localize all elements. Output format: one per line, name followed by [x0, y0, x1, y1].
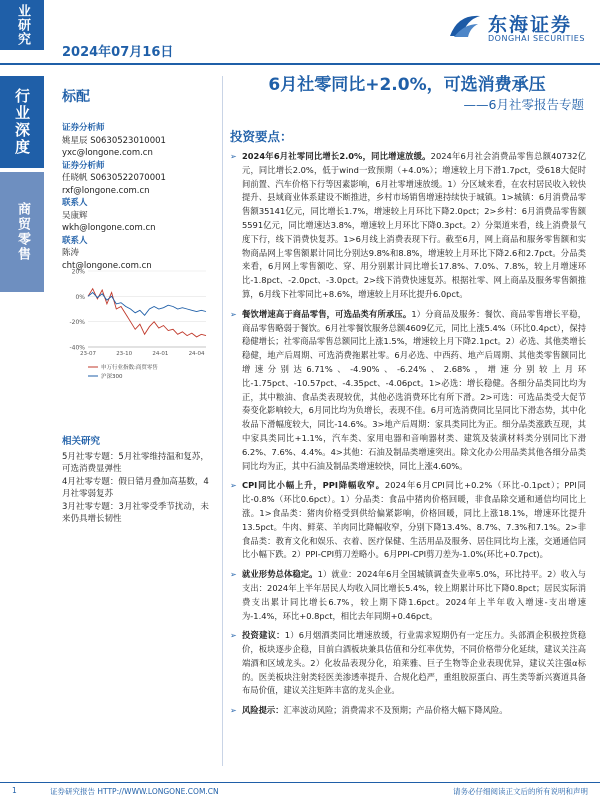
- analyst-role: 联系人: [62, 198, 88, 208]
- analyst-name: 姚星辰: [62, 135, 88, 146]
- industry-rating: 标配: [62, 89, 90, 105]
- section-tag: 业研究: [0, 0, 44, 50]
- company-logo: [448, 6, 596, 46]
- index-performance-chart: [62, 265, 212, 405]
- key-point-text: 1）分商品及服务：餐饮、商品零售增长平稳，商品零售略弱于餐饮。6月社零餐饮服务总额4609亿元，同比上涨5.4%（环比0.4pct），保持稳健增长；社零商品零售总额同比上涨1.5%，增速较上月下降2.1pct。2）必选、其他类增长稳健，地产后周期、可选消费拖累社零。6月必选、中西药、地产后周期、其他类零售额同比增速分别达6.71%、-4.90%、-6.24%、2.68%，增速分别较上月环比-1.75pct、-10.57pct、-4.35pct、-4.06pct。1>必选：增长稳健。各细分品类同比均为正，其中粮油、食品类表现较优，其他必选消费环比有所下滑。2>可选：可选品类受大促节奏变化影响较大，6月同比均为负增长，表现不佳。6月可选消费同比呈同比下滑态势，其中化妆品下滑幅度较大，同比-14.6%。3>地产后周期：家具类同比为正。细分品类涨跌互现，其中家具类同比+1.1%，汽车类、家用电器和音响器材类、建筑及装潢材料类分别同比下滑6.2%、7.6%、4.4%。4>其他：石油及制品类增速突出。除文化办公用品类其他各细分品类同比均为正，其中石油及制品类增速较快，同比上涨4.60%。: [242, 308, 586, 471]
- related-research-item[interactable]: 5月社零专题：5月社零维持温和复苏，可选消费显弹性: [62, 451, 209, 474]
- key-point-lead: 餐饮增速高于商品零售，可选品类有所承压。: [242, 308, 412, 319]
- series-line: [88, 293, 206, 316]
- footer-website[interactable]: 证券研究报告 HTTP://WWW.LONGONE.COM.CN: [50, 787, 219, 796]
- logo-mark-icon: [448, 10, 482, 40]
- key-point-lead: 2024年6月社零同比增长2.0%，同比增速放缓。: [242, 151, 431, 161]
- footer-divider: [0, 782, 600, 783]
- analyst-list: [62, 122, 212, 272]
- header-divider: [0, 63, 600, 65]
- analyst-role: 证券分析师: [62, 123, 105, 133]
- analyst-email[interactable]: rxf@longone.com.cn: [62, 185, 150, 196]
- analyst-role: 证券分析师: [62, 160, 105, 171]
- analyst-entry: [62, 197, 212, 235]
- x-tick-label: 23-10: [116, 351, 133, 357]
- report-title: 6月社零同比+2.0%，可选消费承压: [268, 75, 546, 95]
- key-point: [230, 704, 586, 718]
- column-divider: [222, 76, 223, 766]
- analyst-entry: [62, 160, 212, 198]
- key-point: [230, 479, 586, 562]
- key-point: [230, 629, 586, 698]
- key-points-list: [230, 150, 586, 724]
- x-tick-label: 24-01: [152, 351, 169, 357]
- analyst-name: 陈涛: [62, 248, 80, 258]
- related-research-item[interactable]: 4月社零专题：假日错月叠加高基数，4月社零弱复苏: [62, 476, 209, 499]
- y-tick-label: -20%: [69, 319, 85, 327]
- key-point-lead: CPI同比小幅上升，PPI降幅收窄。: [242, 480, 385, 491]
- sidebar: [0, 76, 44, 776]
- footer-disclaimer: 请务必仔细阅读正文后的所有说明和声明: [453, 787, 588, 796]
- key-point-lead: 风险提示：: [242, 705, 284, 716]
- key-point-text: 1）6月烟酒类同比增速放缓，行业需求短期仍有一定压力。头部酒企积极控货稳价，板块逐步企稳，目前白酒板块兼具估值和分红率优势，不同价格带分化延续，建议关注高端酒和区域龙头。2）化妆品表现分化，珀莱雅、巨子生物等企业表现优异，建议关注强α标的。医美板块注射类轻医美渗透率提升、合规化趋严，重组胶原蛋白、再生类等新兴赛道具备布局价值，建议关注矩阵丰富的龙头企业。: [242, 630, 586, 696]
- key-point: [230, 150, 586, 302]
- analyst-email[interactable]: cht@longone.com.cn: [62, 260, 152, 271]
- analyst-email[interactable]: wkh@longone.com.cn: [62, 223, 156, 233]
- analyst-email[interactable]: yxc@longone.com.cn: [62, 148, 153, 158]
- key-point: [230, 568, 586, 623]
- related-research: [62, 436, 212, 526]
- legend-label: 沪深300: [101, 374, 123, 380]
- industry-label: 商贸零售: [0, 172, 44, 292]
- key-point-lead: 投资建议：: [242, 630, 285, 641]
- key-points-heading: 投资要点：: [230, 129, 293, 144]
- report-subtitle: ——6月社零报告专题: [463, 97, 584, 112]
- performance-chart-svg: [62, 265, 212, 405]
- related-research-heading: 相关研究: [62, 436, 101, 447]
- report-date: 2024年07月16日: [62, 45, 174, 60]
- y-tick-label: 20%: [71, 268, 85, 276]
- key-point-lead: 就业形势总体稳定。: [242, 569, 318, 580]
- report-type-label: 行业深度: [0, 76, 44, 168]
- analyst-entry: [62, 122, 212, 160]
- key-point-text: 汇率波动风险；消费需求不及预期；产品价格大幅下降风险。: [283, 705, 508, 716]
- analyst-role: 联系人: [62, 235, 88, 246]
- logo-text-cn: 东海证券: [488, 14, 573, 36]
- key-point: [230, 308, 586, 474]
- y-tick-label: -40%: [69, 344, 85, 352]
- page-number: 1: [12, 786, 17, 795]
- legend-label: 申万行业指数:商贸零售: [101, 365, 158, 371]
- key-point-text: 2024年6月CPI同比+0.2%（环比-0.1pct）；PPI同比-0.8%（环比0.6pct）。1）分品类：食品中猪肉价格回暖，非食品除交通和通信均同比上涨。1>食品类：猪肉价格受到供给偏紧影响，价格回暖，同比上涨18.1%，增速环比提升13.5pct。牛肉、鲜菜、羊肉同比降幅收窄，分别下降13.4%、8.7%、7.3%和7.1%。2>非食品类：教育文化和娱乐、衣着、医疗保健、生活用品及服务、居住同比均上涨，交通通信同比小幅下跌。2）PPI-CPI剪刀差略小。6月PPI-CPI剪刀差为-1.0%(环比+0.7pct)。: [242, 480, 586, 560]
- y-tick-label: 0%: [75, 293, 85, 301]
- key-point-text: 2024年6月社会消费品零售总额40732亿元，同比增长2.0%，低于wind一致预期（+4.0%）；增速较上月下滑1.7pct，受618大促时间前置、汽车价格下行等因素影响，6月社零增速放缓。1）分区域来看，在农村居民收入较快提升、县域商业体系建设不断推进，乡村市场销售增速持续快于城镇。1>城镇：6月消费品零售额35141亿元，同比增长1.7%，增速较上月环比下降2.0pct；2>乡村：6月消费品零售额5591亿元，同比增速达3.8%，增速较上月环比下降0.3pct。2）分渠道来看，线上消费景气度下行，线下消费快复苏。1>6月线上消费表现下行。截至6月，网上商品和服务零售额和实物商品网上零售额累计同比分别达9.8%和8.8%，增速较上月环比下降2.6和2.7pct。分品类来看，6月网上零售额吃、穿、用分别累计同比增长17.8%、7.0%、7.8%，较上月增速环比-1.8pct、-2.0pct、-3.0pct。2>线下消费快速复苏。根据社零、网上商品及服务零售额推算，6月线下社零同比+8.6%，增速较上月环比提升6.0pct。: [242, 151, 586, 299]
- x-tick-label: 23-07: [80, 351, 96, 357]
- analyst-cert: S0630522070001: [90, 173, 166, 183]
- analyst-name: 任晓帆: [62, 173, 88, 183]
- logo-text-en: DONGHAI SECURITIES: [488, 34, 585, 43]
- top-bar: [0, 0, 600, 60]
- x-tick-label: 24-04: [188, 351, 205, 357]
- key-point-text: 1）就业：2024年6月全国城镇调查失业率5.0%，环比持平。2）收入与支出：2024年上半年居民人均收入同比增长5.4%，较上期累计环比下降0.8pct；居民实际消费支出累计同比增长6.7%，较上期下降1.6pct。2024年上半年收入增速-支出增速为-1.4%，环比+0.8pct，相比去年同期+0.46pct。: [242, 569, 586, 621]
- analyst-cert: S0630523010001: [90, 135, 166, 146]
- analyst-name: 吴康辉: [62, 210, 88, 221]
- related-research-item[interactable]: 3月社零专题：3月社零受季节扰动，未来仍具增长韧性: [62, 501, 209, 524]
